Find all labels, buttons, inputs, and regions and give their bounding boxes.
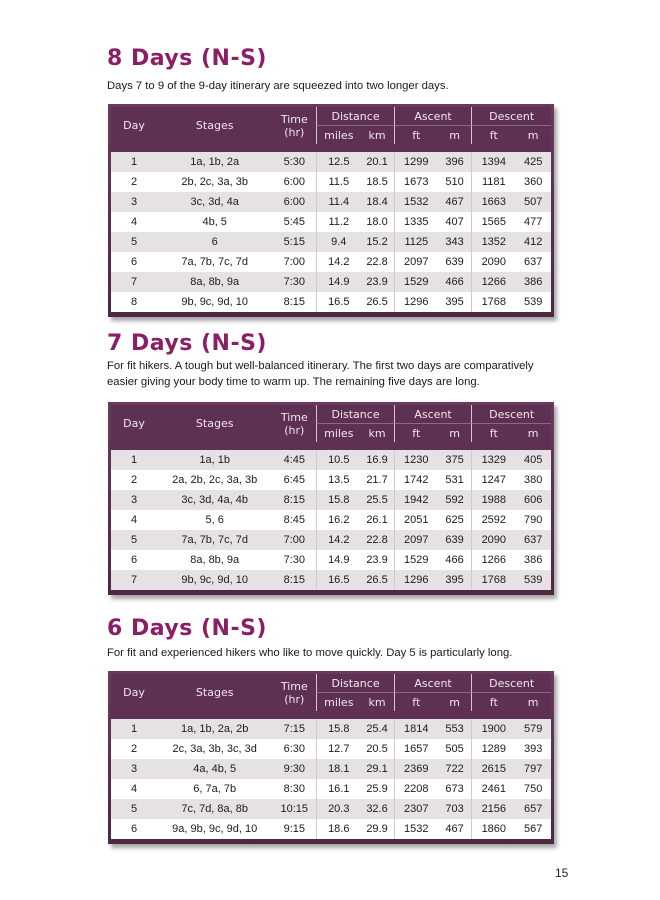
table-cell: 673 — [438, 779, 472, 799]
itinerary-table — [108, 104, 554, 317]
table-cell: 375 — [438, 450, 472, 470]
table-cell: 5 — [111, 232, 157, 252]
table-cell: 1a, 1b, 2a, 2b — [157, 719, 272, 739]
table-cell: 2090 — [471, 530, 515, 550]
table-cell: 8:15 — [272, 490, 316, 510]
table-cell: 1532 — [394, 819, 438, 839]
subheader-ft: ft — [471, 126, 515, 144]
table-cell: 5:45 — [272, 212, 316, 232]
header-time — [272, 674, 316, 711]
table-cell: 1230 — [394, 450, 438, 470]
header-stages: Stages — [157, 107, 272, 144]
table-cell: 16.9 — [360, 450, 394, 470]
table-cell: 5 — [111, 530, 157, 550]
table-cell: 1125 — [394, 232, 438, 252]
table-cell: 531 — [438, 470, 472, 490]
table-cell: 1529 — [394, 550, 438, 570]
table-cell: 1 — [111, 719, 157, 739]
header-descent: Descent — [471, 107, 551, 126]
header-spacer — [111, 442, 551, 450]
table-cell: 11.5 — [316, 172, 360, 192]
table-cell: 32.6 — [360, 799, 394, 819]
header-row — [111, 405, 551, 424]
table-cell: 7:30 — [272, 272, 316, 292]
page-number: 15 — [555, 866, 569, 880]
table-cell: 790 — [515, 510, 551, 530]
table-cell: 6:30 — [272, 739, 316, 759]
table-cell: 20.1 — [360, 152, 394, 172]
table-cell: 3c, 3d, 4a, 4b — [157, 490, 272, 510]
table-cell: 1296 — [394, 570, 438, 590]
table-cell: 29.1 — [360, 759, 394, 779]
itinerary-table — [108, 402, 554, 595]
table-cell: 26.5 — [360, 570, 394, 590]
table-cell: 9:15 — [272, 819, 316, 839]
table-cell: 360 — [515, 172, 551, 192]
section-intro: For fit hikers. A tough but well-balanced itinerary. The first two days are comparatively easier giving your body time to warm up. The remaining five days are long. — [107, 360, 534, 388]
table-cell: 10:15 — [272, 799, 316, 819]
table-cell: 6 — [111, 252, 157, 272]
header-descent: Descent — [471, 405, 551, 424]
table-cell: 4:45 — [272, 450, 316, 470]
table-cell: 7c, 7d, 8a, 8b — [157, 799, 272, 819]
header-time-label: Time — [280, 679, 308, 693]
table-cell: 7a, 7b, 7c, 7d — [157, 530, 272, 550]
table-cell: 4 — [111, 212, 157, 232]
header-distance: Distance — [316, 405, 394, 424]
table-cell: 18.5 — [360, 172, 394, 192]
table-cell: 3c, 3d, 4a — [157, 192, 272, 212]
subheader-ft: ft — [471, 693, 515, 711]
table-row — [111, 510, 551, 530]
table-cell: 16.5 — [316, 570, 360, 590]
table-cell: 2 — [111, 739, 157, 759]
table-cell: 22.8 — [360, 252, 394, 272]
table-cell: 22.8 — [360, 530, 394, 550]
table-cell: 1266 — [471, 550, 515, 570]
header-row — [111, 107, 551, 126]
spacer-cell — [111, 711, 551, 719]
table-cell: 639 — [438, 530, 472, 550]
table-cell: 1768 — [471, 570, 515, 590]
table-cell: 6 — [111, 819, 157, 839]
table-cell: 1a, 1b, 2a — [157, 152, 272, 172]
table-cell: 639 — [438, 252, 472, 272]
table-cell: 1181 — [471, 172, 515, 192]
table-cell: 11.4 — [316, 192, 360, 212]
table-cell: 6 — [157, 232, 272, 252]
table-cell: 2208 — [394, 779, 438, 799]
table-cell: 553 — [438, 719, 472, 739]
table-cell: 425 — [515, 152, 551, 172]
table-cell: 9.4 — [316, 232, 360, 252]
table-cell: 29.9 — [360, 819, 394, 839]
header-spacer — [111, 144, 551, 152]
table-row — [111, 252, 551, 272]
table-cell: 1529 — [394, 272, 438, 292]
header-spacer — [111, 711, 551, 719]
table-cell: 1900 — [471, 719, 515, 739]
table-cell: 8a, 8b, 9a — [157, 550, 272, 570]
table-row — [111, 819, 551, 839]
table-cell: 2592 — [471, 510, 515, 530]
table-cell: 23.9 — [360, 550, 394, 570]
table-cell: 6 — [111, 550, 157, 570]
subheader-m: m — [515, 424, 551, 442]
table-cell: 625 — [438, 510, 472, 530]
table-cell: 797 — [515, 759, 551, 779]
table-cell: 8a, 8b, 9a — [157, 272, 272, 292]
table-cell: 4a, 4b, 5 — [157, 759, 272, 779]
table-cell: 579 — [515, 719, 551, 739]
subheader-ft: ft — [471, 424, 515, 442]
header-stages: Stages — [157, 674, 272, 711]
table-cell: 16.5 — [316, 292, 360, 312]
table-cell: 1335 — [394, 212, 438, 232]
table-cell: 25.5 — [360, 490, 394, 510]
subheader-miles: miles — [316, 424, 360, 442]
subheader-km: km — [360, 693, 394, 711]
table-cell: 466 — [438, 550, 472, 570]
table-row — [111, 490, 551, 510]
header-ascent: Ascent — [394, 405, 472, 424]
table-row — [111, 779, 551, 799]
table-cell: 1814 — [394, 719, 438, 739]
table-cell: 2a, 2b, 2c, 3a, 3b — [157, 470, 272, 490]
header-ascent: Ascent — [394, 107, 472, 126]
table-cell: 11.2 — [316, 212, 360, 232]
header-stages: Stages — [157, 405, 272, 442]
table-cell: 412 — [515, 232, 551, 252]
table-row — [111, 470, 551, 490]
header-day: Day — [111, 674, 157, 711]
header-day: Day — [111, 107, 157, 144]
table-cell: 5 — [111, 799, 157, 819]
subheader-km: km — [360, 424, 394, 442]
table-cell: 1352 — [471, 232, 515, 252]
header-distance: Distance — [316, 674, 394, 693]
table-cell: 539 — [515, 570, 551, 590]
table-cell: 15.2 — [360, 232, 394, 252]
subheader-ft: ft — [394, 126, 438, 144]
table-cell: 510 — [438, 172, 472, 192]
table-cell: 9b, 9c, 9d, 10 — [157, 292, 272, 312]
table-cell: 16.1 — [316, 779, 360, 799]
table-cell: 7 — [111, 570, 157, 590]
table-cell: 466 — [438, 272, 472, 292]
header-time-unit: (hr) — [284, 692, 305, 706]
table-cell: 2 — [111, 172, 157, 192]
table-cell: 386 — [515, 272, 551, 292]
table-cell: 26.5 — [360, 292, 394, 312]
table-cell: 750 — [515, 779, 551, 799]
table-cell: 21.7 — [360, 470, 394, 490]
table-cell: 14.2 — [316, 252, 360, 272]
table-row — [111, 799, 551, 819]
table-cell: 3 — [111, 759, 157, 779]
table-cell: 1742 — [394, 470, 438, 490]
table-cell: 25.4 — [360, 719, 394, 739]
table-cell: 23.9 — [360, 272, 394, 292]
table-cell: 407 — [438, 212, 472, 232]
header-day: Day — [111, 405, 157, 442]
spacer-cell — [111, 442, 551, 450]
table-cell: 15.8 — [316, 490, 360, 510]
table-cell: 7 — [111, 272, 157, 292]
header-ascent: Ascent — [394, 674, 472, 693]
table-cell: 4 — [111, 779, 157, 799]
table-cell: 18.4 — [360, 192, 394, 212]
table-cell: 7:15 — [272, 719, 316, 739]
table-cell: 3 — [111, 490, 157, 510]
table-row — [111, 172, 551, 192]
table-cell: 18.1 — [316, 759, 360, 779]
subheader-m: m — [515, 693, 551, 711]
section-title: 6 Days (N-S) — [107, 616, 267, 641]
table-row — [111, 292, 551, 312]
header-row — [111, 674, 551, 693]
table-cell: 567 — [515, 819, 551, 839]
table-cell: 1299 — [394, 152, 438, 172]
table-cell: 2156 — [471, 799, 515, 819]
table-cell: 5:30 — [272, 152, 316, 172]
header-descent: Descent — [471, 674, 551, 693]
table-row — [111, 739, 551, 759]
table-row — [111, 152, 551, 172]
section-title: 8 Days (N-S) — [107, 46, 267, 71]
table-cell: 20.3 — [316, 799, 360, 819]
table-cell: 9b, 9c, 9d, 10 — [157, 570, 272, 590]
table-cell: 2c, 3a, 3b, 3c, 3d — [157, 739, 272, 759]
table-cell: 9:30 — [272, 759, 316, 779]
header-time-unit: (hr) — [284, 423, 305, 437]
table-cell: 4 — [111, 510, 157, 530]
table-cell: 1247 — [471, 470, 515, 490]
spacer-cell — [111, 144, 551, 152]
header-time-unit: (hr) — [284, 125, 305, 139]
itinerary-table — [108, 671, 554, 844]
table-cell: 539 — [515, 292, 551, 312]
table-cell: 637 — [515, 530, 551, 550]
table-cell: 12.7 — [316, 739, 360, 759]
table-cell: 8:30 — [272, 779, 316, 799]
table-cell: 2307 — [394, 799, 438, 819]
table-cell: 15.8 — [316, 719, 360, 739]
table-cell: 467 — [438, 819, 472, 839]
table-cell: 12.5 — [316, 152, 360, 172]
table-cell: 343 — [438, 232, 472, 252]
section-intro: For fit and experienced hikers who like to move quickly. Day 5 is particularly long. — [107, 647, 513, 659]
subheader-m: m — [438, 424, 472, 442]
table-cell: 1657 — [394, 739, 438, 759]
table-row — [111, 550, 551, 570]
table-cell: 2097 — [394, 252, 438, 272]
table-cell: 396 — [438, 152, 472, 172]
table-row — [111, 530, 551, 550]
table-cell: 8 — [111, 292, 157, 312]
table-cell: 2615 — [471, 759, 515, 779]
subheader-km: km — [360, 126, 394, 144]
table-cell: 5, 6 — [157, 510, 272, 530]
table-cell: 1266 — [471, 272, 515, 292]
subheader-m: m — [515, 126, 551, 144]
table-cell: 1394 — [471, 152, 515, 172]
table-cell: 386 — [515, 550, 551, 570]
subheader-m: m — [438, 693, 472, 711]
table-cell: 1 — [111, 450, 157, 470]
table-cell: 18.0 — [360, 212, 394, 232]
subheader-miles: miles — [316, 693, 360, 711]
table-cell: 1565 — [471, 212, 515, 232]
table-cell: 505 — [438, 739, 472, 759]
table-cell: 1 — [111, 152, 157, 172]
table-row — [111, 212, 551, 232]
table-cell: 7:00 — [272, 530, 316, 550]
table-cell: 637 — [515, 252, 551, 272]
table-cell: 8:15 — [272, 570, 316, 590]
section-intro: Days 7 to 9 of the 9-day itinerary are squeezed into two longer days. — [107, 80, 449, 92]
subheader-miles: miles — [316, 126, 360, 144]
subheader-ft: ft — [394, 693, 438, 711]
table-cell: 2369 — [394, 759, 438, 779]
table-cell: 8:15 — [272, 292, 316, 312]
table-cell: 4b, 5 — [157, 212, 272, 232]
table-cell: 14.9 — [316, 272, 360, 292]
header-time — [272, 405, 316, 442]
table-cell: 703 — [438, 799, 472, 819]
table-cell: 7:30 — [272, 550, 316, 570]
table-cell: 393 — [515, 739, 551, 759]
table-cell: 722 — [438, 759, 472, 779]
table-row — [111, 570, 551, 590]
table-cell: 1988 — [471, 490, 515, 510]
table-cell: 5:15 — [272, 232, 316, 252]
table-cell: 14.9 — [316, 550, 360, 570]
table-cell: 6:00 — [272, 192, 316, 212]
table-row — [111, 450, 551, 470]
table-cell: 477 — [515, 212, 551, 232]
header-time-label: Time — [280, 112, 308, 126]
table-cell: 13.5 — [316, 470, 360, 490]
table-cell: 1768 — [471, 292, 515, 312]
header-time-label: Time — [280, 410, 308, 424]
table-cell: 14.2 — [316, 530, 360, 550]
table-cell: 16.2 — [316, 510, 360, 530]
table-row — [111, 759, 551, 779]
table-cell: 18.6 — [316, 819, 360, 839]
table-cell: 1a, 1b — [157, 450, 272, 470]
table-cell: 657 — [515, 799, 551, 819]
subheader-ft: ft — [394, 424, 438, 442]
table-cell: 380 — [515, 470, 551, 490]
table-cell: 1942 — [394, 490, 438, 510]
table-cell: 26.1 — [360, 510, 394, 530]
table-cell: 592 — [438, 490, 472, 510]
table-row — [111, 232, 551, 252]
table-cell: 1860 — [471, 819, 515, 839]
table-cell: 10.5 — [316, 450, 360, 470]
table-cell: 6:00 — [272, 172, 316, 192]
table-cell: 1532 — [394, 192, 438, 212]
table-cell: 2 — [111, 470, 157, 490]
table-cell: 2090 — [471, 252, 515, 272]
table-row — [111, 719, 551, 739]
table-cell: 9a, 9b, 9c, 9d, 10 — [157, 819, 272, 839]
table-cell: 6, 7a, 7b — [157, 779, 272, 799]
header-time — [272, 107, 316, 144]
table-cell: 606 — [515, 490, 551, 510]
table-cell: 467 — [438, 192, 472, 212]
table-cell: 1663 — [471, 192, 515, 212]
table-row — [111, 272, 551, 292]
table-cell: 1296 — [394, 292, 438, 312]
table-cell: 20.5 — [360, 739, 394, 759]
table-cell: 25.9 — [360, 779, 394, 799]
table-cell: 2097 — [394, 530, 438, 550]
table-cell: 7a, 7b, 7c, 7d — [157, 252, 272, 272]
table-cell: 3 — [111, 192, 157, 212]
table-cell: 1329 — [471, 450, 515, 470]
table-cell: 7:00 — [272, 252, 316, 272]
table-cell: 2051 — [394, 510, 438, 530]
table-row — [111, 192, 551, 212]
header-distance: Distance — [316, 107, 394, 126]
subheader-m: m — [438, 126, 472, 144]
table-cell: 395 — [438, 292, 472, 312]
table-cell: 8:45 — [272, 510, 316, 530]
table-cell: 405 — [515, 450, 551, 470]
table-cell: 1673 — [394, 172, 438, 192]
table-cell: 6:45 — [272, 470, 316, 490]
table-cell: 1289 — [471, 739, 515, 759]
table-cell: 2461 — [471, 779, 515, 799]
table-cell: 2b, 2c, 3a, 3b — [157, 172, 272, 192]
table-cell: 507 — [515, 192, 551, 212]
table-cell: 395 — [438, 570, 472, 590]
section-title: 7 Days (N-S) — [107, 331, 267, 356]
